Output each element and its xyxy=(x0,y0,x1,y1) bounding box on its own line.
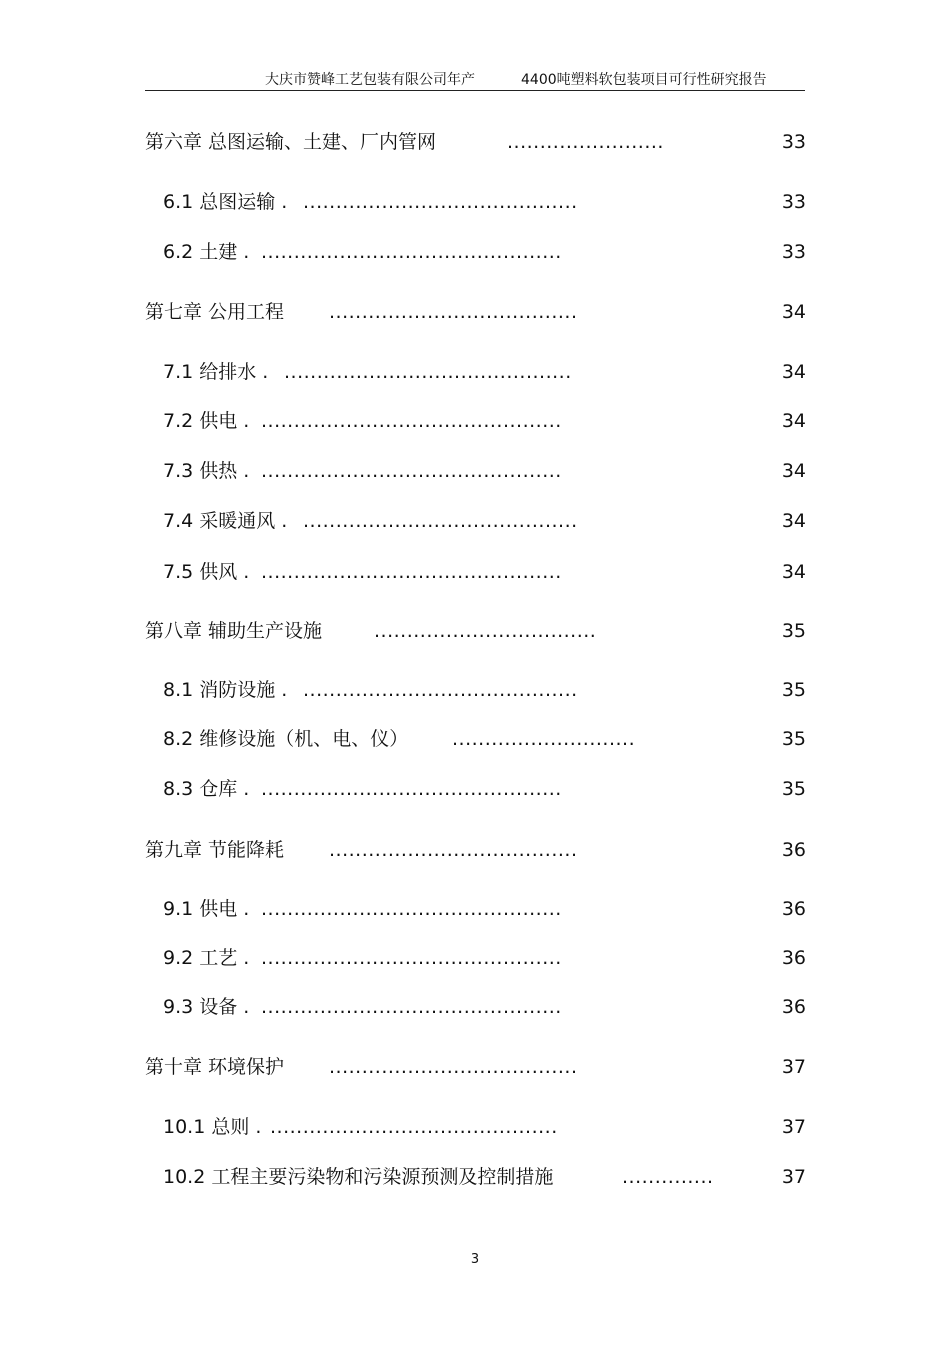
toc-leader-dots: .............................................. xyxy=(261,561,562,583)
toc-page-number: 35 xyxy=(781,679,806,701)
toc-leader-dots: .............................................. xyxy=(261,898,562,920)
toc-leader-dots: ...................................... xyxy=(329,301,578,323)
toc-entry-title: 7.4 采暖通风 . xyxy=(163,510,288,532)
toc-leader-dots: .............................................. xyxy=(261,460,562,482)
page-number: 3 xyxy=(470,1252,480,1267)
toc-page-number: 37 xyxy=(781,1166,806,1188)
toc-entry-title: 7.3 供热 . xyxy=(163,460,250,482)
toc-entry-title: 8.2 维修设施（机、电、仪） xyxy=(163,728,409,750)
toc-page-number: 35 xyxy=(781,620,806,642)
toc-leader-dots: ............................ xyxy=(452,728,636,750)
toc-leader-dots: ............................................ xyxy=(270,1116,558,1138)
toc-entry-title: 10.2 工程主要污染物和污染源预测及控制措施 xyxy=(163,1166,554,1188)
toc-leader-dots: .............................................. xyxy=(261,996,562,1018)
toc-entry-title: 第七章 公用工程 xyxy=(145,301,285,323)
toc-page-number: 34 xyxy=(781,561,806,583)
toc-page-number: 35 xyxy=(781,778,806,800)
toc-leader-dots: .......................................... xyxy=(303,510,578,532)
toc-page-number: 33 xyxy=(781,241,806,263)
header-report-title: 4400吨塑料软包装项目可行性研究报告 xyxy=(521,72,767,88)
toc-page-number: 33 xyxy=(781,191,806,213)
toc-leader-dots: .............................................. xyxy=(261,947,562,969)
toc-entry-title: 第八章 辅助生产设施 xyxy=(145,620,323,642)
toc-leader-dots: ...................................... xyxy=(329,1056,578,1078)
toc-page-number: 34 xyxy=(781,460,806,482)
toc-page-number: 36 xyxy=(781,898,806,920)
toc-leader-dots: .............................................. xyxy=(261,778,562,800)
toc-page-number: 34 xyxy=(781,510,806,532)
toc-entry-title: 第六章 总图运输、土建、厂内管网 xyxy=(145,131,437,153)
toc-page-number: 36 xyxy=(781,996,806,1018)
toc-entry-title: 8.3 仓库 . xyxy=(163,778,250,800)
toc-entry-title: 9.3 设备 . xyxy=(163,996,250,1018)
toc-page-number: 35 xyxy=(781,728,806,750)
toc-leader-dots: .................................. xyxy=(374,620,597,642)
toc-leader-dots: .............................................. xyxy=(261,410,562,432)
header-company: 大庆市赞峰工艺包装有限公司年产 xyxy=(265,72,475,88)
toc-page-number: 37 xyxy=(781,1116,806,1138)
toc-leader-dots: ............................................ xyxy=(284,361,572,383)
toc-page-number: 34 xyxy=(781,301,806,323)
toc-entry-title: 6.1 总图运输 . xyxy=(163,191,288,213)
toc-entry-title: 9.2 工艺 . xyxy=(163,947,250,969)
toc-entry-title: 7.5 供风 . xyxy=(163,561,250,583)
toc-entry-title: 6.2 土建 . xyxy=(163,241,250,263)
toc-leader-dots: .............................................. xyxy=(261,241,562,263)
toc-page-number: 34 xyxy=(781,410,806,432)
toc-entry-title: 10.1 总则 . xyxy=(163,1116,262,1138)
toc-page-number: 36 xyxy=(781,947,806,969)
toc-leader-dots: ........................ xyxy=(507,131,664,153)
toc-page-number: 36 xyxy=(781,839,806,861)
toc-entry-title: 7.1 给排水 . xyxy=(163,361,269,383)
toc-leader-dots: .............. xyxy=(622,1166,714,1188)
toc-page-number: 34 xyxy=(781,361,806,383)
toc-page-number: 33 xyxy=(781,131,806,153)
toc-entry-title: 8.1 消防设施 . xyxy=(163,679,288,701)
toc-leader-dots: .......................................... xyxy=(303,191,578,213)
toc-entry-title: 第十章 环境保护 xyxy=(145,1056,285,1078)
toc-leader-dots: .......................................... xyxy=(303,679,578,701)
toc-entry-title: 7.2 供电 . xyxy=(163,410,250,432)
toc-page-number: 37 xyxy=(781,1056,806,1078)
toc-entry-title: 第九章 节能降耗 xyxy=(145,839,285,861)
toc-entry-title: 9.1 供电 . xyxy=(163,898,250,920)
running-header xyxy=(145,72,805,91)
toc-leader-dots: ...................................... xyxy=(329,839,578,861)
